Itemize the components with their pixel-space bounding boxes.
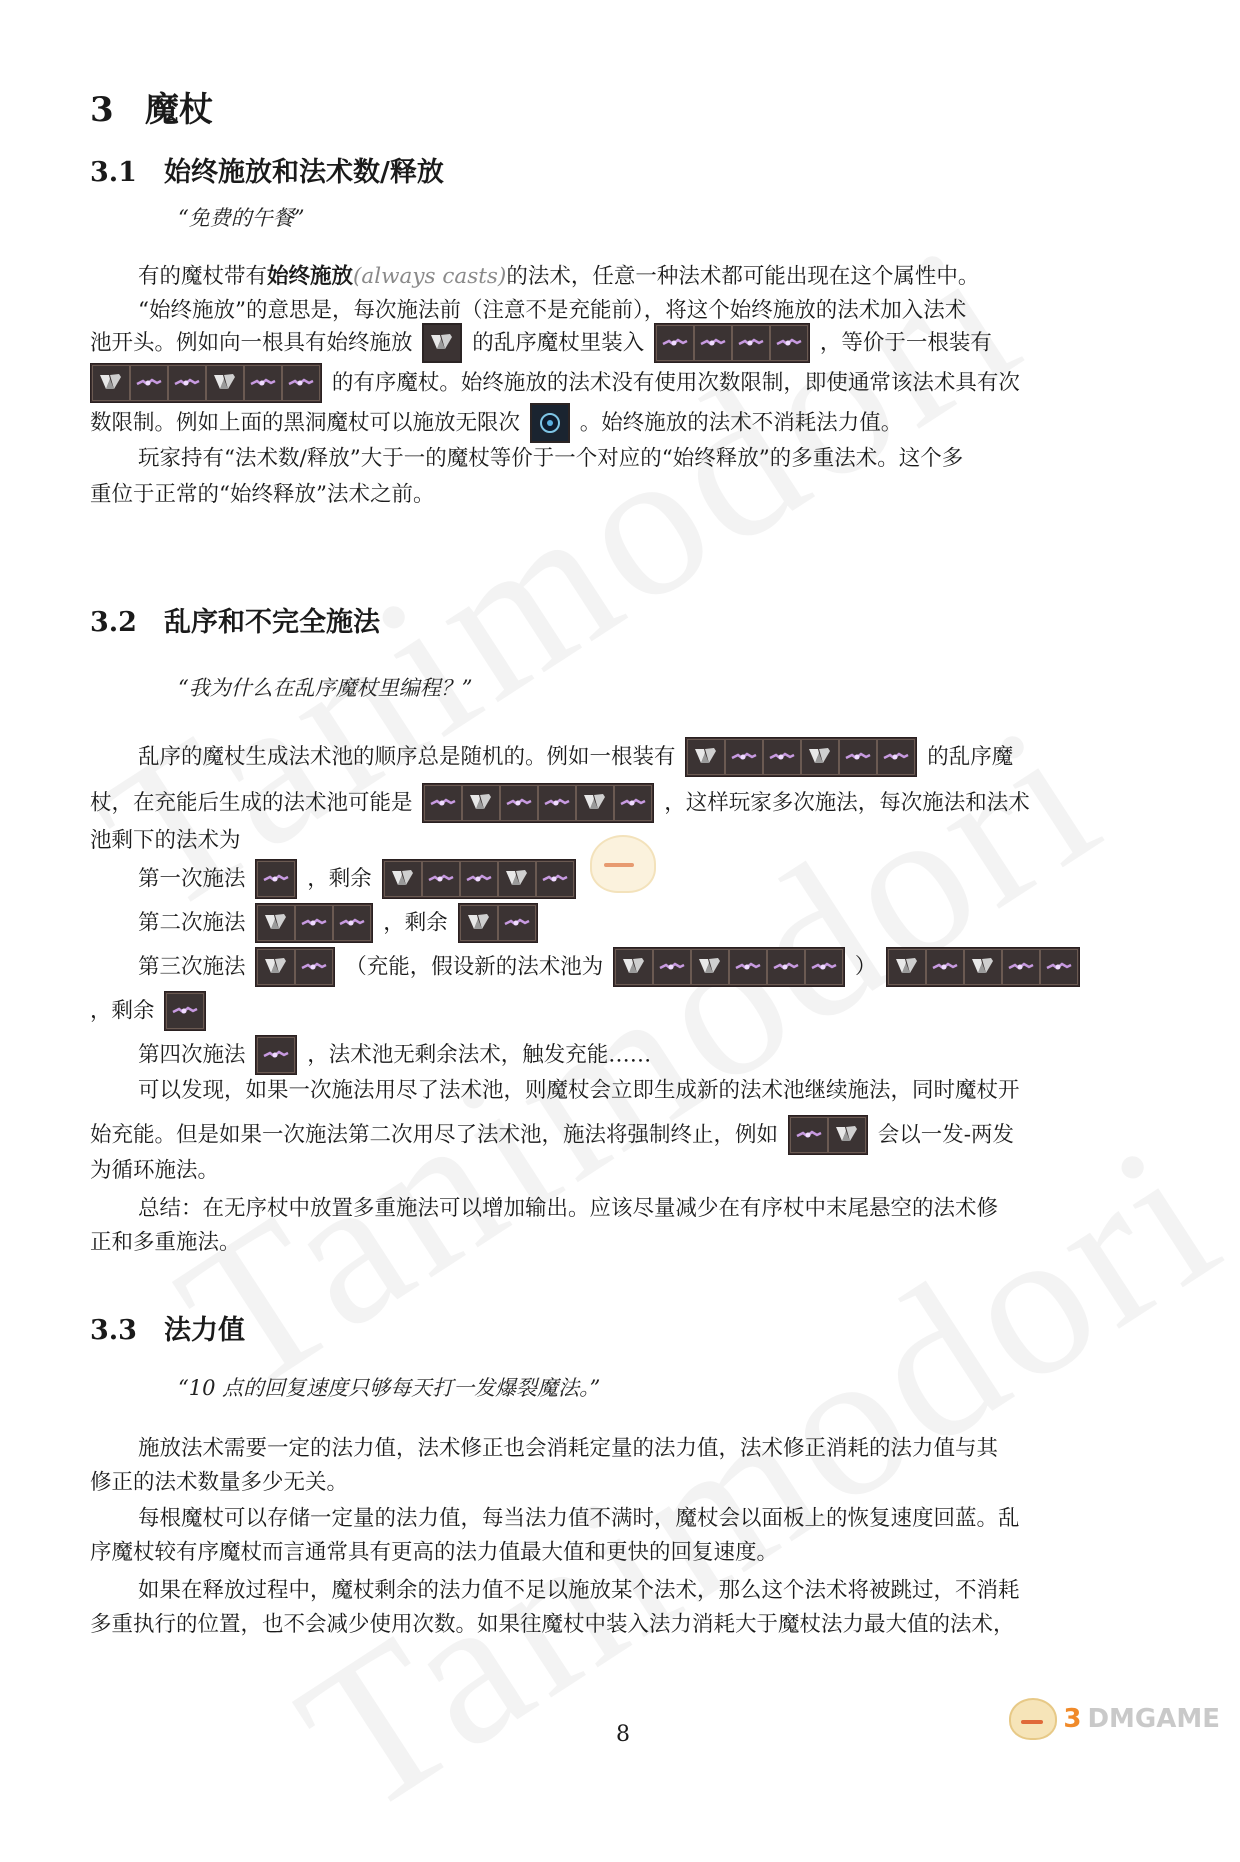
double-spell-icon [467,791,495,815]
paragraph-line [90,322,992,364]
paragraph-line: 正和多重施法。 [90,1230,241,1255]
text: 第一次施法 [138,866,246,892]
cast-line [138,902,541,944]
spell-bar [613,947,845,987]
spark-bolt-icon [844,745,872,769]
spark-bolt-icon [503,911,531,935]
spell-slot [530,403,570,443]
text: ，法术池无剩余法术，触发充能…… [307,1042,652,1068]
section-heading [90,600,380,639]
spark-bolt-icon [173,371,201,395]
spell-bar [422,783,654,823]
spark-bolt-icon [699,331,727,355]
section-title: 法力值 [164,1315,245,1346]
text: ，剩余 [307,866,372,892]
logo-prefix: 3 [1063,1704,1082,1734]
epigraph: “10 点的回复速度只够每天打一发爆裂魔法。” [178,1376,601,1400]
spell-bar [90,363,322,403]
spark-bolt-icon [734,955,762,979]
spark-bolt-icon [262,1043,290,1067]
epigraph: “免费的午餐” [178,206,305,230]
double-spell-icon [692,745,720,769]
spell-bar [382,859,576,899]
double-spell-icon [465,911,493,935]
spark-bolt-icon [171,999,199,1023]
spark-bolt-icon [931,955,959,979]
spark-bolt-icon [429,791,457,815]
text: （充能，假设新的法术池为 [345,954,604,980]
spell-bar [164,991,206,1031]
spark-bolt-icon [300,911,328,935]
spark-bolt-icon [1007,955,1035,979]
double-spell-icon [581,791,609,815]
text: ，等价于一根装有 [819,330,992,356]
spark-bolt-icon [262,867,290,891]
spark-bolt-icon [543,791,571,815]
paragraph-line [90,1114,1014,1156]
text: 。始终施放的法术不消耗法力值。 [579,410,903,436]
spell-bar [654,323,810,363]
spell-bar [255,859,297,899]
mascot-logo-icon [1009,1698,1057,1740]
text: 的有序魔杖。始终施放的法术没有使用次数限制，即使通常该法术具有次 [331,370,1020,396]
spark-bolt-icon [338,911,366,935]
text: 池开头。例如向一根具有始终施放 [90,330,413,356]
spell-bar [255,947,335,987]
double-spell-icon [211,371,239,395]
spark-bolt-icon [772,955,800,979]
page-number: 8 [616,1722,630,1747]
chapter-number: 3 [90,90,114,130]
spark-bolt-icon [300,955,328,979]
double-spell-icon [833,1123,861,1147]
section-title: 始终施放和法术数/释放 [164,157,444,188]
spell-bar [886,947,1080,987]
paragraph-line: 序魔杖较有序魔杖而言通常具有更高的法力值最大值和更快的回复速度。 [90,1540,779,1565]
spark-bolt-icon [737,331,765,355]
cast-line [138,946,1083,988]
text: ，这样玩家多次施法，每次施法和法术 [664,790,1030,816]
spark-bolt-icon [810,955,838,979]
section-title: 乱序和不完全施法 [164,607,380,638]
text: 的乱序魔 [927,744,1014,770]
spell-bar [255,1035,297,1075]
text: ） [854,954,877,980]
text: ，剩余 [383,910,448,936]
spark-bolt-icon [465,867,493,891]
spark-bolt-icon [135,371,163,395]
spell-bar [788,1115,868,1155]
spark-bolt-icon [619,791,647,815]
black-hole-icon [536,411,564,435]
paragraph-line: 施放法术需要一定的法力值，法术修正也会消耗定量的法力值，法术修正消耗的法力值与其 [138,1436,999,1461]
spark-bolt-icon [882,745,910,769]
spell-bar [685,737,917,777]
spell-bar [458,903,538,943]
paragraph-line: 多重执行的位置，也不会减少使用次数。如果往魔杖中装入法力消耗大于魔杖法力最大值的法术， [90,1612,1015,1637]
paragraph-line: “始终施放”的意思是，每次施法前（注意不是充能前），将这个始终施放的法术加入法术 [138,298,967,323]
double-spell-icon [262,955,290,979]
section-heading [90,150,444,189]
double-spell-icon [620,955,648,979]
section-heading [90,1308,245,1347]
double-spell-icon [97,371,125,395]
section-number: 3.2 [90,607,137,638]
watermark [140,586,1240,1442]
mascot-overlay-icon [590,835,656,893]
spell-bar [255,903,373,943]
site-logo [1009,1698,1220,1740]
text: 的乱序魔杖里装入 [472,330,645,356]
text: 杖，在充能后生成的法术池可能是 [90,790,413,816]
spark-bolt-icon [427,867,455,891]
text: 第四次施法 [138,1042,246,1068]
text: 第二次施法 [138,910,246,936]
paragraph-line: 为循环施法。 [90,1158,220,1183]
text: 有的魔杖带有 [138,264,268,289]
spark-bolt-icon [730,745,758,769]
paragraph-line [90,782,1030,824]
spark-bolt-icon [287,371,315,395]
paragraph-line: 如果在释放过程中，魔杖剩余的法力值不足以施放某个法术，那么这个法术将被跳过，不消耗 [138,1578,1020,1603]
spark-bolt-icon [775,331,803,355]
double-spell-icon [893,955,921,979]
double-spell-icon [428,331,456,355]
spark-bolt-icon [795,1123,823,1147]
paragraph-line: 玩家持有“法术数/释放”大于一的魔杖等价于一个对应的“始终释放”的多重法术。这个多 [138,446,964,471]
spark-bolt-icon [541,867,569,891]
bold-term: 始终施放 [267,264,354,289]
paragraph-line [138,736,1013,778]
section-number: 3.3 [90,1315,137,1346]
double-spell-icon [503,867,531,891]
section-number: 3.1 [90,157,137,188]
cast-line [90,990,209,1032]
double-spell-icon [969,955,997,979]
spark-bolt-icon [768,745,796,769]
text: 乱序的魔杖生成法术池的顺序总是随机的。例如一根装有 [138,744,676,770]
spark-bolt-icon [505,791,533,815]
text: 的法术，任意一种法术都可能出现在这个属性中。 [506,264,980,289]
double-spell-icon [389,867,417,891]
spark-bolt-icon [249,371,277,395]
text: 数限制。例如上面的黑洞魔杖可以施放无限次 [90,410,521,436]
epigraph: “我为什么在乱序魔杖里编程？” [178,676,473,700]
text: 始充能。但是如果一次施法第二次用尽了法术池，施法将强制终止，例如 [90,1122,779,1148]
double-spell-icon [696,955,724,979]
text: 第三次施法 [138,954,246,980]
paragraph-line: 重位于正常的“始终释放”法术之前。 [90,482,435,507]
spark-bolt-icon [661,331,689,355]
chapter-title: 魔杖 [145,90,213,130]
double-spell-icon [806,745,834,769]
cast-line [138,858,579,900]
paragraph-line: 池剩下的法术为 [90,828,241,853]
spark-bolt-icon [1045,955,1073,979]
paragraph-line: 每根魔杖可以存储一定量的法力值，每当法力值不满时，魔杖会以面板上的恢复速度回蓝。乱 [138,1506,1020,1531]
text: 会以一发-两发 [877,1122,1014,1148]
paragraph-line: 修正的法术数量多少无关。 [90,1470,349,1495]
spell-slot [422,323,462,363]
chapter-heading [90,82,213,131]
logo-text: DMGAME [1087,1704,1220,1734]
paragraph-line: 可以发现，如果一次施法用尽了法术池，则魔杖会立即生成新的法术池继续施法，同时魔杖开 [138,1078,1020,1103]
paragraph-line [90,362,1020,404]
english-term: (always casts) [353,264,507,289]
double-spell-icon [262,911,290,935]
paragraph-line: 总结：在无序杖中放置多重施法可以增加输出。应该尽量减少在有序杖中末尾悬空的法术修 [138,1196,999,1221]
spark-bolt-icon [658,955,686,979]
text: ，剩余 [90,998,155,1024]
